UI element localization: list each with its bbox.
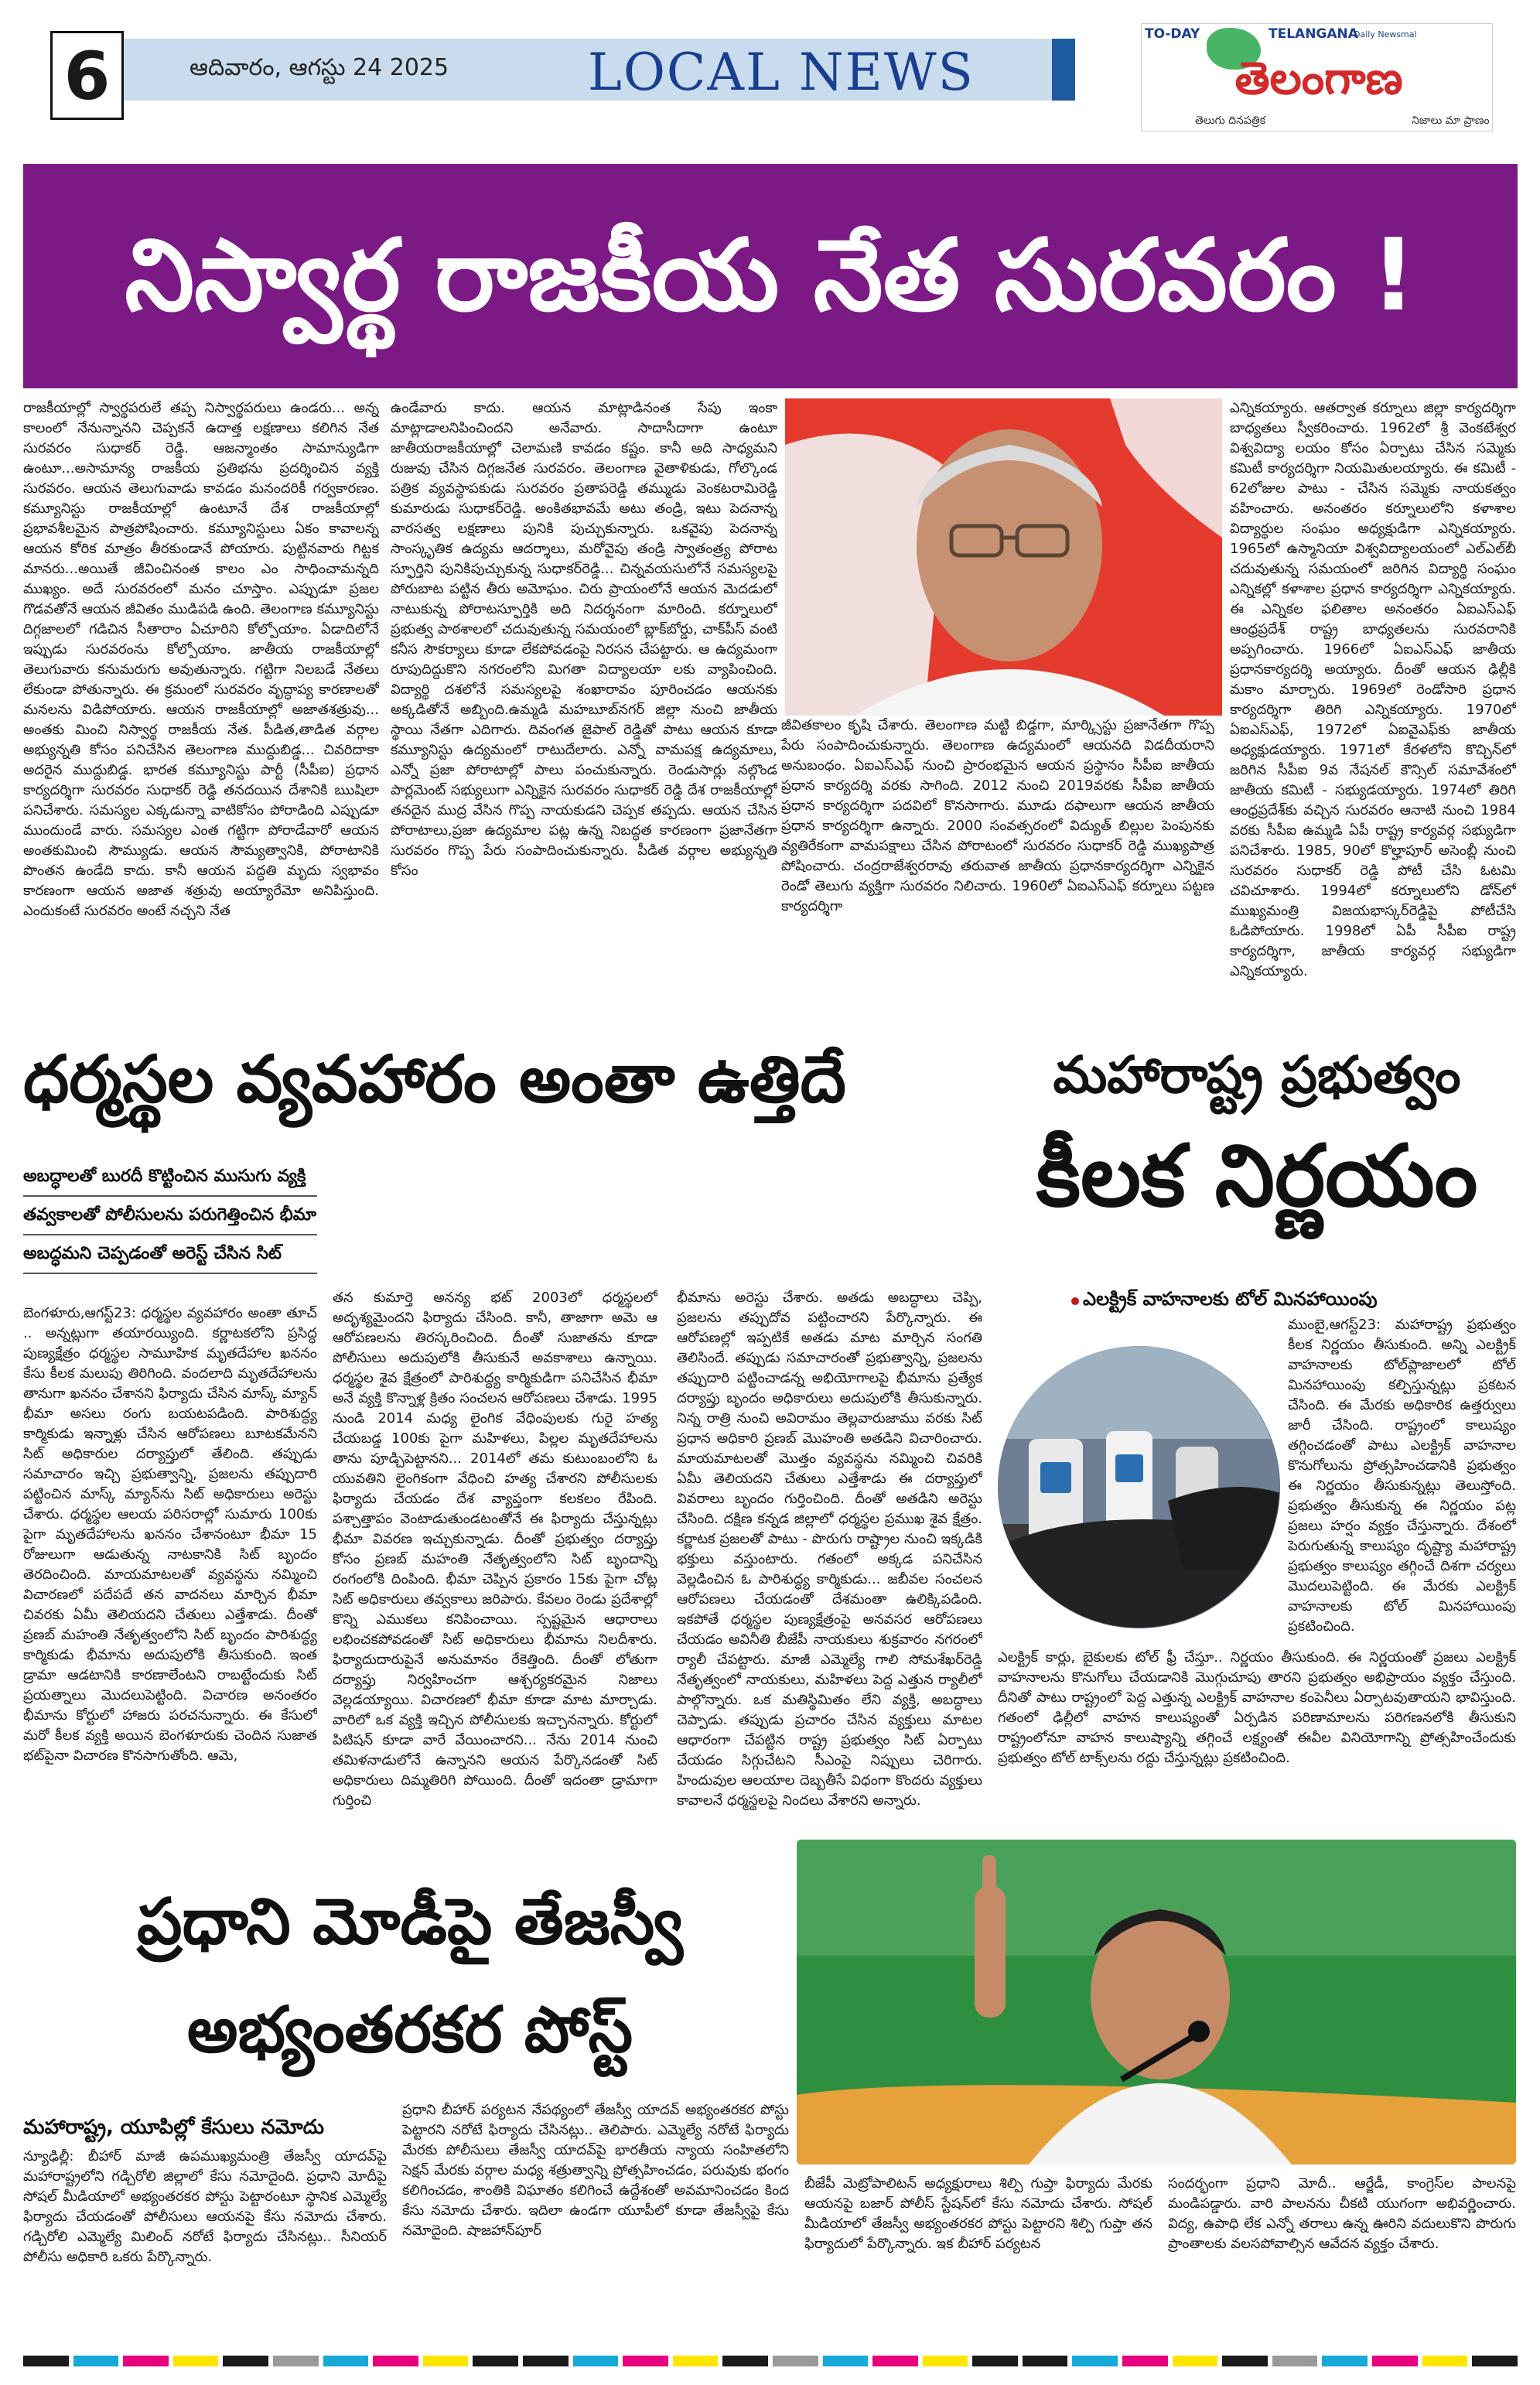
story2-subhead-1: అబద్ధాలతో బురదీ కొట్టించిన ముసుగు వ్యక్తి	[23, 1167, 306, 1186]
registration-swatch	[1422, 2356, 1468, 2366]
story4-subhead: మహారాష్ట్ర, యూపిల్లో కేసులు నమోదు	[23, 2116, 324, 2139]
logo-tagline-right: నిజాలు మా ప్రాణం	[1412, 114, 1490, 127]
registration-swatch	[1272, 2356, 1318, 2366]
print-registration-strip	[23, 2356, 1518, 2366]
subhead-divider	[23, 1234, 317, 1235]
story3-headline-line-2: కీలక నిర్ణయం	[1036, 1126, 1478, 1225]
story2-column-1: బెంగళూరు,ఆగస్ట్23: ధర్మస్థల వ్యవహారం అంతా తూచ్ .. అన్నట్లుగా తయారయ్యింది. కర్ణాటకలోని ప్రసిద్ధ పుణ్యక్షేత్రం ధర్మస్థల సామూహిక మృతదేహాల ఖననం కేసు కీలక మలుపు తిరిగింది. వందలాది మృతదేహాలను తానుగా ఖననం చేశానని ఫిర్యాదు చేసిన మాస్క్ మ్యాన్ భీమా అసలు రంగు బయటపడింది. పారిశుద్ధ్య కార్మికుడు ఇన్నాళ్లు చేసిన ఆరోపణలు బూటకమేనని సిట్ అధికారుల దర్యాప్తులో తేలింది. తప్పుడు సమాచారం ఇచ్చి ప్రభుత్వాన్ని, ప్రజలను తప్పుదారి పట్టించిన మాస్క్ మ్యాన్‌ను సిట్ అధికారులు అరెస్టు చేశారు. ధర్మస్థల ఆలయ పరిసరాల్లో సుమారు 100కు పైగా మృతదేహాలను ఖననం చేశానంటూ భీమా 15 రోజులుగా ఆడుతున్న నాటకానికి సిట్ బృందం తెరదించింది. మాయమాటలతో వ్యవస్థను నమ్మించి విచారణలో పదేపదే తన వాదనలు మార్చిన భీమా చివరకు ఏమీ తెలియదని చేతులు ఎత్తేశాడు. దీంతో ప్రణబ్ మహంతి నేతృత్వంలోని సిట్ బృందం పారిశుద్ధ్య కార్మికుడు భీమాను అదుపులోకి తీసుకుంది. ఇంత డ్రామా ఆడటానికి కారణాలేంటని రాబట్టేందుకు సిట్ ప్రయత్నాలు మొదలుపెట్టింది. విచారణ అనంతరం భీమాను కోర్టులో హాజరు పరచనున్నారు. ఈ కేసులో మరో కీలక వ్యక్తి అయిన బెంగళూరుకు చెందిన సుజాత భట్‌పైనా విచారణ కొనసాగుతోంది. ఆమె,	[23, 1305, 317, 1764]
registration-swatch	[972, 2356, 1018, 2366]
registration-swatch	[73, 2356, 119, 2366]
issue-date: ఆదివారం, ఆగస్టు 24 2025	[190, 54, 449, 81]
story4-headline-line-2: అభ్యంతరకర పోస్ట్	[186, 1994, 633, 2067]
registration-swatch	[823, 2356, 869, 2366]
registration-swatch	[1023, 2356, 1068, 2366]
story3-headline-line-1: మహారాష్ట్ర ప్రభుత్వం	[1053, 1045, 1461, 1105]
registration-swatch	[473, 2356, 518, 2366]
registration-swatch	[173, 2356, 219, 2366]
story1-column-1: రాజకీయాల్లో స్వార్థపరులే తప్ప నిస్వార్థపరులు ఉండరు... అన్న కాలంలో నేనున్నానని చెప్పకనే ఉదాత్త లక్షణాలు కలిగిన నేత సురవరం సుధాకర్ రెడ్డి. ఆజన్మాంతం సామాన్యుడిగా ఉంటూ...అసామాన్య రాజకీయ ప్రతిభను ప్రదర్శించిన వ్యక్తి సురవరం. ఆయన తెలుగువాడు కావడం మనందరికీ గర్వకారణం. కమ్యూనిస్టు రాజకీయాల్లో ఉంటూనే దేశ రాజకీయాల్లో ప్రభావశీలమైన పాత్రపోషించారు. కమ్యూనిస్టులు ఏకం కావాలన్న ఆయన కోరిక మాత్రం తీరకుండానే పోయారు. పుట్టినవారు గిట్టక మానరు...అయితే జీవించినంత కాలం ఎం సాధించామన్నది ముఖ్యం. అదే సురవరంలో మనం చూస్తాం. ఎప్పుడూ ప్రజల గొడవతోనే ఆయన జీవితం ముడిపడి ఉంది. తెలంగాణ కమ్యూనిస్టు దిగ్గజాలలో గడిచిన సీతారాం ఏచూరిని కోల్పోయాం. ఏడాదిలోనే ఇప్పుడు సురవరంను కోల్పోయాం. జాతీయ రాజకీయాల్లో తెలుగువారు కనుమరుగు అవుతున్నారు. గట్టిగా నిలబడే నేతలు లేకుండా పోతున్నారు. ఈ క్రమంలో సురవరం వృద్ధాప్య కారణాలతో మనలను విడిపోయారు. ఆయన రాజకీయాల్లో అజాతశత్రువు... అంతకు మించి నిస్వార్థ రాజకీయ నేత. పీడిత,తాడిత వర్గాల అభ్యున్నతి కోసం పనిచేసిన తెలంగాణ ముద్దుబిడ్డ... చివరిదాకా అదరైన ముద్దుబిడ్డ. భారత కమ్యూనిస్టు పార్టీ (సీపీఐ) ప్రధాన కార్యదర్శిగా సురవరం సుధాకర్ రెడ్డి తనదయిన దేశానికి ఋషిలా పనిచేశారు. సమస్యల ఎక్కడున్నా వాటికోసం పోరాడింది ఎప్పుడూ ముందుండే వారు. సమస్యల ఎంత గట్టిగా పోరాడేవారో ఆయన అంతకుమించి సౌమ్యుడు. ఆయన సౌమ్యత్వానికి, పోరాటానికి పొంతన ఉండేది కాదు. కానీ ఆయన పద్ధతి మృదు స్వభావం కారణంగా ఆయన అజాత శత్రువు అయ్యారేమో అనిపిస్తుంది. ఎందుకంటే సురవరం అంటే నచ్చని నేత	[23, 400, 379, 919]
registration-swatch	[673, 2356, 719, 2366]
story2-headline: ధర్మస్థల వ్యవహారం అంతా ఉత్తిదే	[23, 1041, 846, 1117]
story2-column-3: భీమాను అరెస్టు చేశారు. అతడు అబద్ధాలు చెప్పి, ప్రజలను తప్పుదోవ పట్టించారని పేర్కొన్నారు. ఈ ఆరోపణల్లో ఇప్పటికే అతడు మాట మార్చిన సంగతి తెలిసిందే. తప్పుడు సమాచారంతో ప్రభుత్వాన్ని, ప్రజలను తప్పుదారి పట్టించాడన్న అభియోగాలపై భీమాను ప్రత్యేక దర్యాప్తు బృందం అధికారులు అదుపులోకి తీసుకున్నారు. నిన్న రాత్రి నుంచి అవిరామం తెల్లవారుజాము వరకు సిట్ ప్రధాన అధికారి ప్రణబ్ మొహంతి అతడిని విచారించారు. మాయమాటలతో మొత్తం వ్యవస్థను నమ్మించి చివరికి ఏమీ తెలియదని చేతులు ఎత్తేశాడు ఈ దర్యాప్తులో వివరాలు బృందం గుర్తించింది. దీంతో అతడిని అరెస్టు చేసింది. దక్షిణ కన్నడ జిల్లాలో ధర్మస్థల ప్రముఖ శైవ క్షేత్రం. కర్ణాటక ప్రజలతో పాటు - పొరుగు రాష్ట్రాల నుంచి ఇక్కడికి భక్తులు వస్తుంటారు. గతంలో అక్కడ పనిచేసిన వెల్లడించిన ఓ పారిశుద్ధ్య కార్మికుడు... జబీవల సంచలన ఆరోపణలు చేయడంతో దేశమంతా ఉలిక్కిపడింది. ఇకపోతే ధర్మస్థల పుణ్యక్షేత్రంపై అనవసర ఆరోపణలు చేయడం అవినీతి బీజేపీ నాయకులు శుక్రవారం నగరంలో ర్యాలీ చేపట్టారు. మాజీ ఎమ్మెల్యే గాలి సోమశేఖర్‌రెడ్డి నేతృత్వంలో నాయకులు, మహిళలు పెద్ద ఎత్తున ర్యాలీలో పాల్గొన్నారు. ఒక మతిస్థిమితం లేని వ్యక్తి, అబద్ధాలు చెప్పాడు. తప్పుడు ప్రచారం చేసిన వ్యక్తులు మాటల ఆధారంగా చేపట్టిన రాష్ట్ర ప్రభుత్వం సిట్ ఏర్పాటు చేయడం సిగ్గుచేటని సీఎంపై నిప్పులు చెరిగారు. హిందువుల ఆలయాల దెబ్బతీసే విధంగా కొందరు వ్యక్తులు కావాలనే ధర్మస్థలపై నిందలు వేశారని అన్నారు.	[677, 1290, 982, 1809]
registration-swatch	[23, 2356, 69, 2366]
registration-swatch	[123, 2356, 169, 2366]
story3-kicker: ఎలక్ట్రిక్ వాహనాలకు టోల్ మినహాయింపు	[1083, 1288, 1378, 1310]
story4-headline-line-1: ప్రధాని మోడీపై తేజస్వీ	[137, 1885, 683, 1959]
registration-swatch	[423, 2356, 469, 2366]
lead-headline: నిస్వార్థ రాజకీయ నేత సురవరం !	[125, 218, 1416, 333]
story4-column-4: సందర్భంగా ప్రధాని మోదీ.. ఆర్జేడీ, కాంగ్రెస్‌ల పాలనపై మండిపడ్డారు. వారి పాలనను చీకటి యుగంగా అభివర్ణించారు. విద్య, ఉపాధి లేక ఎన్నో తరాలు ఉన్న ఊరిని వదులుకొని పొరుగు ప్రాంతాలకు వలసపోవాల్సిన ఆవేదన వ్యక్తం చేశారు.	[1168, 2175, 1516, 2252]
registration-swatch	[1122, 2356, 1168, 2366]
registration-swatch	[1222, 2356, 1268, 2366]
registration-swatch	[1072, 2356, 1118, 2366]
registration-swatch	[1472, 2356, 1518, 2366]
registration-swatch	[373, 2356, 418, 2366]
logo-wordmark: తెలంగాణ	[1234, 52, 1403, 104]
story4-column-1: న్యూఢిల్లీ: బీహార్ మాజీ ఉపముఖ్యమంత్రి తేజస్వీ యాదవ్‌పై మహారాష్ట్రలోని గడ్చిరోలి జిల్లాలో కేసు నమోదైంది. ప్రధాని మోదీపై సోషల్ మీడియాలో అభ్యంతరకర పోస్టు పెట్టారంటూ స్థానిక ఎమ్మెల్యే ఫిర్యాదు చేయడంతో పోలీసులు ఆయనపై కేసు నమోదు చేశారు. గడ్చిరోలి ఎమ్మెల్యే మిలింద్ నరోటే ఫిర్యాదు చేసినట్లు.. సీనియర్ పోలీసు అధికారి ఒకరు పేర్కొన్నారు.	[23, 2148, 387, 2265]
page-number: 6	[50, 31, 124, 120]
masthead-accent	[1052, 39, 1075, 101]
story2-subhead-2: తవ్వకాలతో పోలీసులను పరుగెత్తించిన భీమా	[23, 1205, 317, 1225]
registration-swatch	[223, 2356, 268, 2366]
suravaram-portrait-photo	[785, 398, 1222, 716]
section-title: LOCAL NEWS	[588, 43, 975, 102]
story1-column-4: ఎన్నికయ్యారు. ఆతర్వాత కర్నూలు జిల్లా కార్యదర్శిగా బాధ్యతలు స్వీకరించారు. 1962లో శ్రీ వెంకటేశ్వర విశ్వవిద్యా లయం కోసం ఏర్పాటు చేసిన సమ్మెకు కమిటీ కార్యదర్శిగా నియమితులయ్యారు. ఈ కమిటీ - 62లోజుల పాటు - చేసిన సమ్మెకు నాయకత్వం వహించారు. అనంతరం కర్నూలులోని కళాశాల విద్యార్థుల సంఘం అధ్యక్షుడిగా ఎన్నికయ్యారు. 1965లో ఉస్మానియా విశ్వవిద్యాలయంలో ఎల్ఎల్‌బీ చదువుతున్న సమయంలో జరిగిన విద్యార్థి సంఘం ఎన్నికల్లో కళాశాల ప్రధాన కార్యదర్శిగా ఎన్నికయ్యారు. ఈ ఎన్నికల ఫలితాల అనంతరం ఏఐఎస్ఎఫ్ ఆంధ్రప్రదేశ్ రాష్ట్ర బాధ్యతలను సురవరానికి అప్పగించారు. 1966లో ఏఐఎస్ఎఫ్ జాతీయ ప్రధానకార్యదర్శి అయ్యారు. దీంతో ఆయన ఢిల్లీకి మకాం మార్చారు. 1969లో రెండోసారి ప్రధాన కార్యదర్శిగా తిరిగి ఎన్నికయ్యారు. 1970లో ఏఐఎస్ఎఫ్, 1972లో ఏఐవైఎఫ్‌కు జాతీయ అధ్యక్షుడయ్యారు. 1971లో కేరళలోని కొచ్చిన్‌లో జరిగిన సీపీఐ 9వ నేషనల్ కౌన్సిల్ సమావేశంలో జాతీయ కమిటీ - సభ్యుడయ్యారు. 1974లో తిరిగి ఆంధ్రప్రదేశ్‌కు వచ్చిన సురవరం ఆనాటి నుంచి 1984 వరకు సీపీఐ ఉమ్మడి ఏపీ రాష్ట్ర కార్యవర్గ సభ్యుడిగా పనిచేశారు. 1985, 90లో కొల్హాపూర్ అసెంబ్లీ నుంచి సురవరం సుధాకర్ రెడ్డి పోటీ చేసి ఓటమి చవిచూశారు. 1994లో కర్నూలులోని డోన్‌లో ముఖ్యమంత్రి విజయభాస్కర్‌రెడ్డిపై పోటీచేసి ఓడిపోయారు. 1998లో ఏపీ సీపీఐ రాష్ట్ర కార్యదర్శిగా, జాతీయ కార్యవర్గ సభ్యుడిగా ఎన్నికయ్యారు.	[1230, 400, 1516, 979]
bullet-dot-icon	[1071, 1297, 1079, 1305]
story3-column-1: ముంబై,ఆగస్ట్23: మహారాష్ట్ర ప్రభుత్వం కీలక నిర్ణయం తీసుకుంది. అన్ని ఎలక్ట్రిక్ వాహనాలకు టోల్‌ప్లాజాలలో టోల్ మినహాయింపు కల్పిస్తున్నట్లు ప్రకటన చేసింది. ఈ మేరకు అధికారిక ఉత్తర్వులు జారీ చేసింది. రాష్ట్రంలో కాలుష్యం తగ్గించడంతో పాటు ఎలక్ట్రిక్ వాహనాల కొనుగోలును ప్రోత్సహించడానికి ప్రభుత్వం ఈ నిర్ణయం తీసుకున్నట్లు తెలుస్తోంది. ప్రభుత్వం తీసుకున్న ఈ నిర్ణయం పట్ల ప్రజలు హర్షం వ్యక్తం చేస్తున్నారు. దేశంలో పెరుగుతున్న కాలుష్యం దృష్ట్యా మహారాష్ట్ర ప్రభుత్వం కాలుష్యం తగ్గించే దిశగా చర్యలు మొదలుపెట్టింది. ఈ మేరకు ఎలక్ట్రిక్ వాహనాలకు టోల్ మినహాయింపు ప్రకటించింది.	[1288, 1317, 1516, 1635]
story2-subhead-3: అబద్ధమని చెప్పడంతో అరెస్ట్ చేసిన సిట్	[23, 1244, 282, 1263]
registration-swatch	[1173, 2356, 1218, 2366]
registration-swatch	[523, 2356, 569, 2366]
subhead-divider	[23, 1195, 317, 1197]
registration-swatch	[773, 2356, 818, 2366]
registration-swatch	[1372, 2356, 1418, 2366]
story4-column-3: బీజేపీ మెట్రోపాలిటన్ అధ్యక్షురాలు శిల్పి గుప్తా ఫిర్యాదు మేరకు ఆయనపై బజార్ పోలీస్ స్టేషన్‌లో కేసు నమోదు చేశారు. సోషల్ మీడియాలో తేజస్వీ అభ్యంతరకర పోస్టు పెట్టారని శిల్పి గుప్తా తన ఫిర్యాదులో పేర్కొన్నారు. ఇక బీహార్ పర్యటన	[804, 2175, 1152, 2252]
ev-charging-photo	[998, 1346, 1280, 1628]
story4-column-2: ప్రధాని బీహార్ పర్యటన నేపథ్యంలో తేజస్వీ యాదవ్ అభ్యంతరకర పోస్టు పెట్టారని నరోటే ఫిర్యాదు చేసినట్లు.. తెలిపారు. ఎమ్మెల్యే నరోటే ఫిర్యాదు మేరకు పోలీసులు తేజస్వీ యాదవ్‌పై భారతీయ న్యాయ సంహితలోని సెక్షన్ మేరకు వర్గాల మధ్య శత్రుత్వాన్ని ప్రోత్సహించడం, పరువుకు భంగం కలిగించడం, శాంతికి విఘాతం కలిగించే ఉద్దేశంతో అవమానించడం కింద కేసు నమోదు చేశారు. ఇదిలా ఉండగా యూపీలో కూడా తేజస్వీపై కేసు నమోదైంది. షాజహాన్‌పూర్	[402, 2102, 789, 2239]
registration-swatch	[323, 2356, 369, 2366]
story2-column-2: తన కుమార్తె అనన్య భట్ 2003లో ధర్మస్థలలో అదృశ్యమైందని ఫిర్యాదు చేసింది. కానీ, తాజాగా అమె ఆ ఆరోపణలను తిరస్కరించింది. దీంతో సుజాతను కూడా పోలీసులు అదుపులోకి తీసుకునే అవకాశాలు ఉన్నాయి. ధర్మస్థల శైవ క్షేత్రంలో పారిశుద్ధ్య కార్మికుడిగా పనిచేసిన భీమా అనే వ్యక్తి కొన్నాళ్ల క్రితం సంచలన ఆరోపణలు చేశాడు. 1995 నుండి 2014 మధ్య లైంగిక వేధింపులకు గురై హత్య చేయబడ్డ 100కు పైగా మహిళలు, పిల్లల మృతదేహాలను తాను పూడ్చిపెట్టానని... 2014లో తమ కుటుంబంలోని ఓ యువతిని లైంగికంగా వేధించి హత్య చేశారని పోలీసులకు ఫిర్యాదు చేయడం దేశ వ్యాప్తంగా కలకలం రేపింది. పశ్చాత్తాపం వెంటాడుతుండటంతోనే ఈ ఫిర్యాదు చేస్తున్నట్లు భీమా వివరణ ఇచ్చుకున్నాడు. దీంతో ప్రభుత్వం దర్యాప్తు కోసం ప్రణబ్ మహంతి నేతృత్వంలోని సిట్ బృందాన్ని రంగంలోకి దింపింది. భీమా చెప్పిన ప్రకారం 15కు పైగా చోట్ల సిట్ అధికారులు తవ్వకాలు జరిపారు. కేవలం రెండు ప్రదేశాల్లో కొన్ని ఎముకలు కనిపించాయి. స్పష్టమైన ఆధారాలు లభించకపోవడంతో సిట్ అధికారులు భీమాను నిలదీశారు. ఫిర్యాదుదారుపైనే అనుమానం రేకెత్తింది. దీంతో లోతుగా దర్యాప్తు నిర్వహించగా ఆశ్చర్యకరమైన నిజాలు వెల్లడయ్యాయి. విచారణలో భీమా కూడా మాట మార్చాడు. వారిలో ఒక వ్యక్తి ఇచ్చిన పోలీసులకు ఇచ్చానన్నారు. కోర్టులో పిటిషన్ కూడా వారే వేయించారని... నేను 2014 నుంచి తమిళనాడులోనే ఉన్నానని ఆయన పేర్కొనడంతో సిట్ అధికారులు దిమ్మతిరిగి పోయింది. దీంతో ఇదంతా డ్రామాగా గుర్తించి	[333, 1290, 657, 1809]
registration-swatch	[623, 2356, 668, 2366]
registration-swatch	[573, 2356, 619, 2366]
story1-column-3: జీవితకాలం కృషి చేశారు. తెలంగాణ మట్టి బిడ్డగా, మార్క్సిస్టు ప్రజానేతగా గొప్ప పేరు సంపాదించుకున్నారు. తెలంగాణ ఉద్యమంలో ఆయనది విడదీయరాని అనుబంధం. ఏఐఎస్ఎఫ్ నుంచి ప్రారంభమైన ఆయన ప్రస్థానం సీపీఐ జాతీయ ప్రధాన కార్యదర్శి వరకు సాగింది. 2012 నుంచి 2019వరకు సీపీఐ జాతీయ ప్రధాన కార్యదర్శిగా పదవిలో కొనసాగారు. మూడు దఫాలుగా ఆయన జాతీయ ప్రధాన కార్యదర్శిగా ఉన్నారు. 2000 సంవత్సరంలో విద్యుత్ బిల్లుల పెంపునకు వ్యతిరేకంగా వామపక్షాలు చేసిన పోరాటంలో సురవరం సుధాకర్ రెడ్డి ముఖ్యపాత్ర పోషించారు. చంద్రరాజేశ్వరరావు తరువాత జాతీయ ప్రధానకార్యదర్శిగా ఎన్నికైన రెండో తెలుగు వ్యక్తిగా సురవరం నిలిచారు. 1960లో ఏఐఎస్ఎఫ్ కర్నూలు పట్టణ కార్యదర్శిగా	[781, 717, 1214, 914]
registration-swatch	[923, 2356, 968, 2366]
tejashwi-speech-photo	[797, 1840, 1516, 2165]
logo-top-small: Daily Newsmal	[1354, 29, 1417, 39]
registration-swatch	[1322, 2356, 1368, 2366]
registration-swatch	[273, 2356, 319, 2366]
logo-top-left: TO-DAY	[1145, 26, 1200, 42]
story3-column-2: ఎలక్ట్రిక్ కార్లు, బైకులకు టోల్ ఫ్రీ చేస్తూ.. నిర్ణయం తీసుకుంది. ఈ నిర్ణయంతో ప్రజలు ఎలక్ట్రిక్ వాహనాలను కొనుగోలు చేయడానికి మొగ్గుచూపు తారని ప్రభుత్వం అభిప్రాయం వ్యక్తం చేస్తుంది. దీనితో పాటు రాష్ట్రంలో పెద్ద ఎత్తున్న ఎలక్ట్రిక్ వాహనాల కంపెనీలు ఏర్పాటవుతాయని భావిస్తుంది. గతంలో ఢిల్లీలో వాహన కాలుష్యంతో ఏర్పడిన పరిణామాలను పరిగణనలోకి తీసుకుని రాష్ట్రంలోనూ వాహన కాలుష్యాన్ని తగ్గించే లక్ష్యంతో ఈవీల వినియోగాన్ని ప్రోత్సహించేందుకు ప్రభుత్వం టోల్ టాక్స్‌లను రద్దు చేస్తున్నట్లు ప్రకటించింది.	[998, 1649, 1516, 1766]
logo-top-right: TELANGANA	[1269, 26, 1358, 42]
logo-tagline-left: తెలుగు దినపత్రిక	[1195, 114, 1266, 127]
registration-swatch	[722, 2356, 768, 2366]
subhead-divider	[23, 1273, 317, 1274]
story1-column-2: ఉండేవారు కాదు. ఆయన మాట్లాడినంత సేపు ఇంకా మాట్లాడాలనిపించిందని అనేవారు. సాదాసీదాగా ఉంటూ జాతీయరాజకీయాల్లో చెలామణి కావడం కష్టం. కానీ అది సాధ్యమని రుజువు చేసిన దిగ్గజనేత సురవరం. తెలంగాణ వైతాళికుడు, గోల్కొండ పత్రిక వ్యవస్థాపకుడు సురవరం ప్రతాపరెడ్డి తమ్ముడు వెంకటరామిరెడ్డి కుమారుడు సుధాకర్‌రెడ్డి. అంకితభావమే అటు తండ్రి, ఇటు పెదనాన్న వారసత్వ లక్షణాలు పునికి పుచ్చుకున్నారు. ఒకవైపు పెదనాన్న సాంస్కృతిక ఉద్యమ ఆదర్శాలు, మరోవైపు తండ్రి స్వాతంత్ర్య పోరాట స్ఫూర్తిని పునికిపుచ్చుకున్న సుధాకర్‌రెడ్డి... చిన్నవయసులోనే సమస్యలపై పోరుబాట పట్టిన తీరు అమోఘం. చిరు ప్రాయంలోనే ఆయన మెదడులో నాటుకున్న పోరాటస్ఫూర్తికి అది నిదర్శనంగా మారింది. కర్నూలులో ప్రభుత్వ పాఠశాలలో చదువుతున్న సమయంలో బ్లాక్‌బోర్డు, చాక్‌పీస్ వంటి కనీస సౌకర్యాలు కూడా లేకపోవడంపై నిరసన చేపట్టారు. ఆ ఉద్యమంగా రూపుదిద్దుకొని నగరంలోని మిగతా విద్యాలయా లకు వ్యాపించింది. విద్యార్థి దశలోనే సమస్యలపై శంఖారావం పూరించడం ఆయనకు అక్కడితోనే అబ్బింది.ఉమ్మడి మహబూబ్‌నగర్ జిల్లా నుంచి జాతీయ స్థాయి నేతగా ఎదిగారు. దివంగత జైపాల్ రెడ్డితో పాటు ఆయన కూడా కమ్యూనిస్టు ఉద్యమంలో రాటుదేలారు. ఎన్నో వామపక్ష ఉద్యమాలు, ఎన్నో ప్రజా పోరాటాల్లో పాలు పంచుకున్నారు. రెండుసార్లు నల్గొండ పార్లమెంట్ సభ్యులుగా ఎన్నికైన సురవరం సుధాకర్ రెడ్డి దేశ రాజకీయాల్లో తనదైన ముద్ర వేసిన గొప్ప నాయకుడని చెప్పక తప్పదు. ఆయన చేసిన పోరాటాలు,ప్రజా ఉద్యమాల పట్ల ఉన్న నిబద్ధత కారణంగా ప్రజానేతగా సురవరం గొప్ప పేరు సంపాదించుకున్నారు. పీడిత వర్గాల అభ్యున్నతి కోసం	[391, 400, 777, 879]
registration-swatch	[872, 2356, 918, 2366]
